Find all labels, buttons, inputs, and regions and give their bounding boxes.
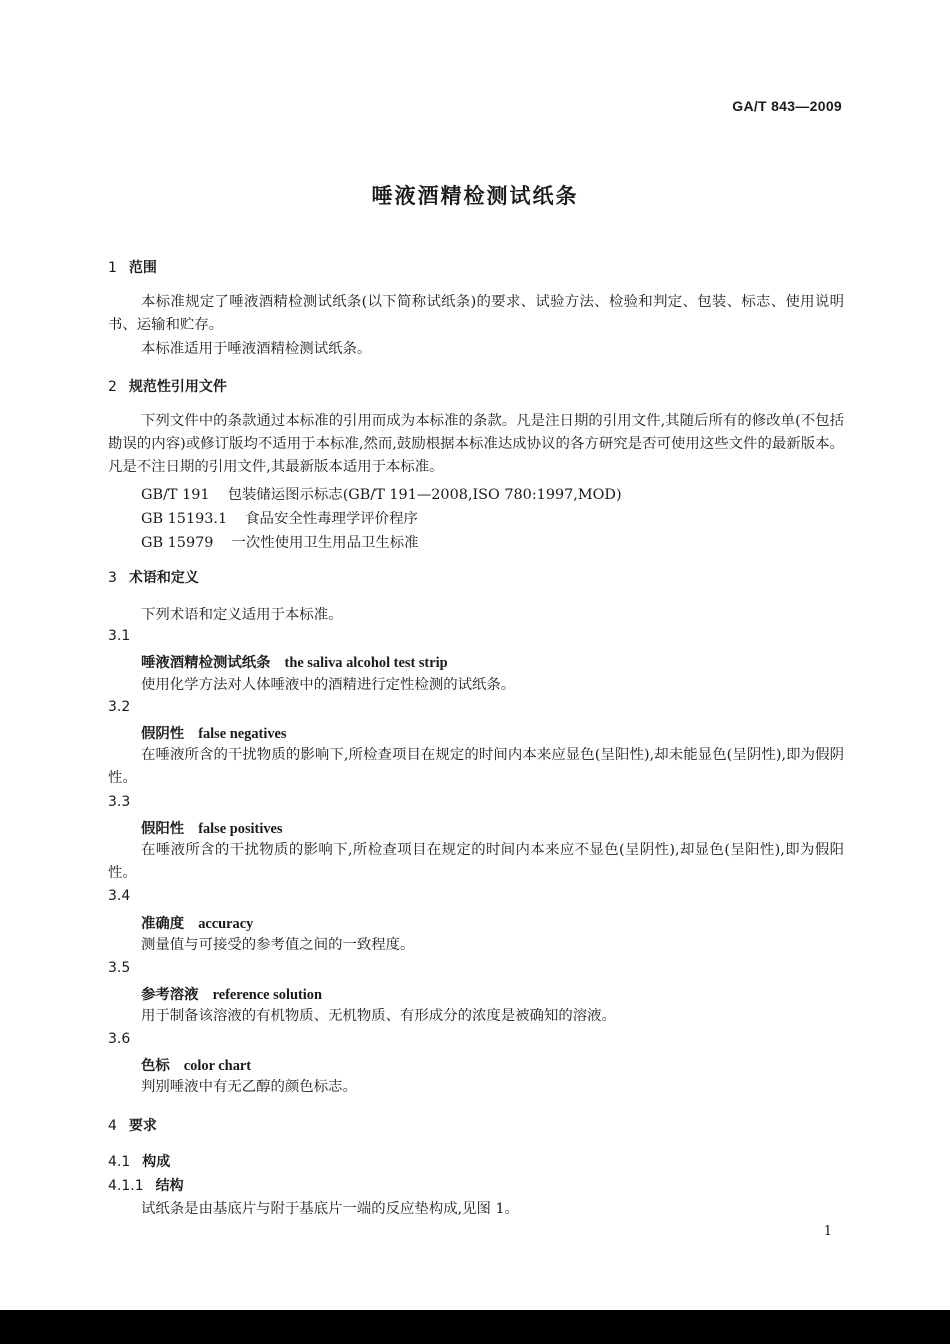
section-number: 4.1.1 (108, 1178, 144, 1194)
term-zh: 准确度 (141, 916, 185, 932)
page-number: 1 (823, 1224, 832, 1239)
term-heading (141, 912, 253, 933)
section-title: 要求 (128, 1118, 157, 1134)
section-4-1-heading (108, 1151, 170, 1171)
scope-paragraph-2: 本标准适用于唾液酒精检测试纸条。 (141, 341, 372, 357)
section-4-1-1-heading (108, 1175, 184, 1195)
terms-intro: 下列术语和定义适用于本标准。 (141, 607, 343, 623)
normative-references-paragraph: 下列文件中的条款通过本标准的引用而成为本标准的条款。凡是注日期的引用文件,其随后所有的修改单(不包括勘误的内容)或修订版均不适用于本标准,然而,鼓励根据本标准达成协议的各方研究是否可使用这些文件的最新版本。凡是不注日期的引用文件,其最新版本适用于本标准。 (108, 413, 844, 475)
reference-item (141, 483, 622, 504)
section-1-heading (108, 257, 157, 277)
section-2-heading (108, 376, 227, 396)
scope-paragraph-1: 本标准规定了唾液酒精检测试纸条(以下简称试纸条)的要求、试验方法、检验和判定、包装、标志、使用说明书、运输和贮存。 (108, 294, 844, 333)
reference-code: GB 15193.1 (141, 511, 228, 527)
standard-code: GA/T 843—2009 (732, 98, 842, 114)
reference-code: GB 15979 (141, 535, 214, 551)
section-number: 1 (108, 260, 117, 276)
term-zh: 假阳性 (141, 821, 185, 837)
term-number: 3.2 (108, 699, 131, 715)
term-heading (141, 817, 283, 838)
bottom-black-bar (0, 1310, 950, 1344)
term-definition: 使用化学方法对人体唾液中的酒精进行定性检测的试纸条。 (141, 677, 516, 693)
section-4-heading (108, 1115, 157, 1135)
reference-title: 食品安全性毒理学评价程序 (245, 511, 418, 527)
term-en: color chart (183, 1058, 252, 1074)
page-title: 唾液酒精检测试纸条 (371, 184, 579, 208)
reference-title: 一次性使用卫生用品卫生标准 (231, 535, 419, 551)
section-title: 构成 (142, 1154, 171, 1170)
section-title: 结构 (155, 1178, 184, 1194)
term-number: 3.5 (108, 960, 131, 976)
term-en: false positives (198, 821, 283, 837)
term-en: accuracy (198, 916, 254, 932)
term-number: 3.1 (108, 628, 131, 644)
section-title: 规范性引用文件 (128, 379, 227, 395)
term-heading (141, 722, 287, 743)
term-number: 3.4 (108, 888, 131, 904)
section-number: 4.1 (108, 1154, 131, 1170)
term-heading (141, 983, 322, 1004)
term-definition: 用于制备该溶液的有机物质、无机物质、有形成分的浓度是被确知的溶液。 (141, 1008, 616, 1024)
structure-text: 试纸条是由基底片与附于基底片一端的反应垫构成,见图 1。 (141, 1201, 520, 1217)
section-number: 3 (108, 570, 117, 586)
term-en: the saliva alcohol test strip (284, 655, 448, 671)
term-definition: 在唾液所含的干扰物质的影响下,所检查项目在规定的时间内本来应显色(呈阳性),却未能显色(呈阴性),即为假阴性。 (108, 747, 844, 786)
reference-code: GB/T 191 (141, 487, 210, 503)
term-definition: 判别唾液中有无乙醇的颜色标志。 (141, 1079, 357, 1095)
term-zh: 唾液酒精检测试纸条 (141, 655, 271, 671)
term-heading (141, 1054, 251, 1075)
section-title: 术语和定义 (128, 570, 199, 586)
reference-item (141, 531, 419, 552)
term-zh: 参考溶液 (141, 987, 199, 1003)
reference-title: 包装储运图示标志(GB/T 191—2008,ISO 780:1997,MOD) (227, 487, 622, 503)
term-zh: 假阴性 (141, 726, 185, 742)
section-3-heading (108, 567, 199, 587)
term-zh: 色标 (141, 1058, 170, 1074)
section-number: 4 (108, 1118, 117, 1134)
term-en: false negatives (198, 726, 287, 742)
term-heading (141, 651, 448, 672)
term-number: 3.6 (108, 1031, 131, 1047)
reference-item (141, 507, 418, 528)
section-number: 2 (108, 379, 117, 395)
term-definition: 测量值与可接受的参考值之间的一致程度。 (141, 937, 415, 953)
term-definition: 在唾液所含的干扰物质的影响下,所检查项目在规定的时间内本来应不显色(呈阴性),却显色(呈阳性),即为假阳性。 (108, 842, 844, 881)
term-en: reference solution (212, 987, 322, 1003)
term-number: 3.3 (108, 794, 131, 810)
section-title: 范围 (128, 260, 157, 276)
